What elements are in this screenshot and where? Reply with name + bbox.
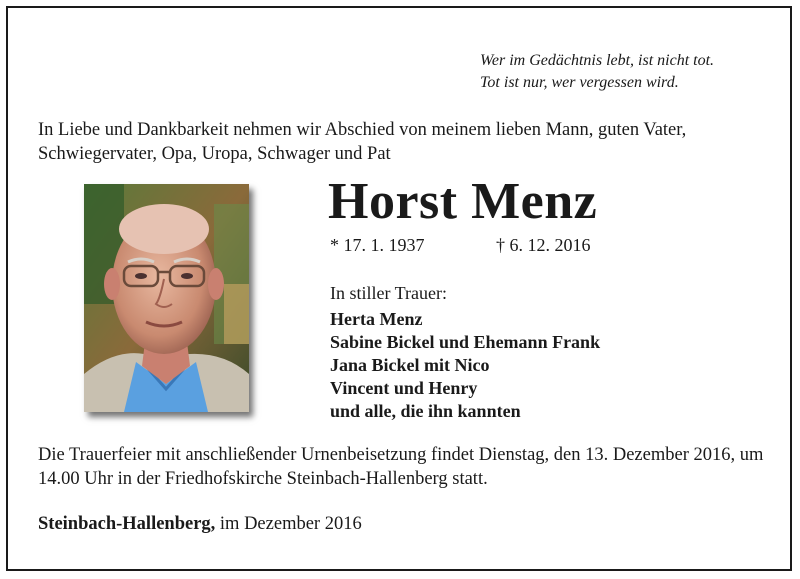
ceremony-text: Die Trauerfeier mit anschließender Urnenbeisetzung findet Dienstag, den 13. Dezember 2016, um 14.00 Uhr in der Friedhofskirche Steinbach-Hallenberg statt. xyxy=(38,445,764,489)
closing-place: Steinbach-Hallenberg, xyxy=(38,514,216,534)
mourner-name: und alle, die ihn kannten xyxy=(330,401,521,421)
portrait-photo xyxy=(84,184,249,412)
mourner-name: Herta Menz xyxy=(330,309,423,329)
death-date: † 6. 12. 2016 xyxy=(496,235,591,255)
mourner-name: Sabine Bickel und Ehemann Frank xyxy=(330,332,601,352)
motto-line-2: Tot ist nur, wer vergessen wird. xyxy=(480,74,679,91)
birth-date: * 17. 1. 1937 xyxy=(330,235,425,255)
deceased-name: Horst Menz xyxy=(328,173,598,230)
intro-text: In Liebe und Dankbarkeit nehmen wir Abschied von meinem lieben Mann, guten Vater, Schwiegervater, Opa, Uropa, Schwager und Pat xyxy=(38,120,687,164)
memorial-motto xyxy=(480,50,760,94)
mourner-name: Vincent und Henry xyxy=(330,378,478,398)
motto-line-1: Wer im Gedächtnis lebt, ist nicht tot. xyxy=(480,52,715,69)
place-date-line xyxy=(38,512,362,536)
mourner-name: Jana Bickel mit Nico xyxy=(330,355,490,375)
closing-date: im Dezember 2016 xyxy=(215,514,362,534)
life-dates xyxy=(330,234,591,256)
mourners-list xyxy=(330,308,600,423)
mourning-label: In stiller Trauer: xyxy=(330,283,447,303)
